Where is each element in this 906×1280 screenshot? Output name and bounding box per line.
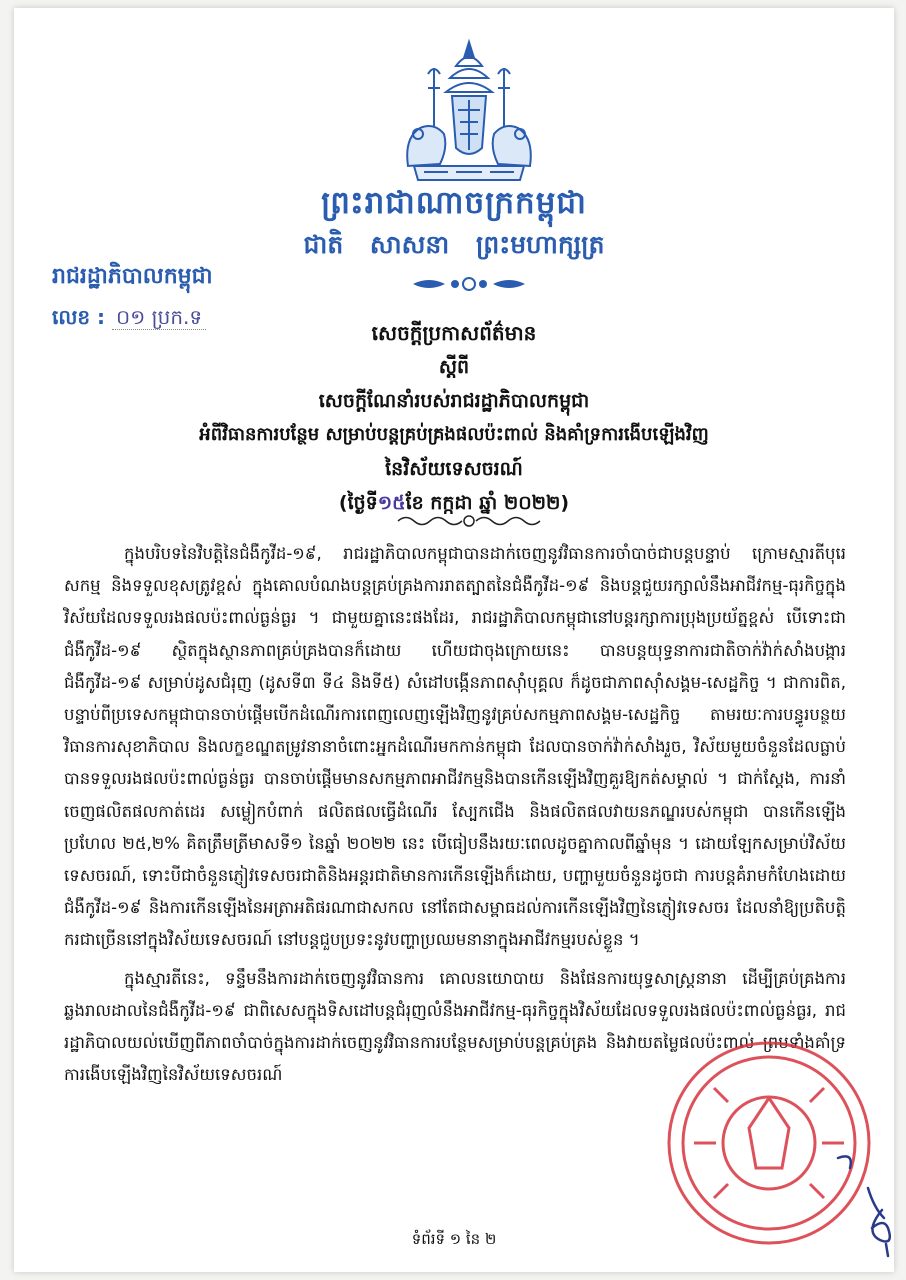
title-line-1: សេចក្ដីប្រកាសព័ត៌មាន <box>371 321 537 345</box>
ornament-divider-icon <box>409 274 529 294</box>
title-line-4: អំពីវិធានការបន្ថែម សម្រាប់បន្តគ្រប់គ្រងផលប៉ះពាល់ និងគាំទ្រការងើបឡើងវិញ <box>199 424 709 445</box>
body-paragraph-1: ក្នុងបរិបទនៃវិបត្តិនៃជំងឺកូវីដ-១៩, រាជរដ្ឋាភិបាលកម្ពុជាបានដាក់ចេញនូវវិធានការចាំបាច់ជាបន្តបន្ទាប់ ក្រោមស្មារតីបុរេសកម្ម និងទទួលខុសត្រូវខ្ពស់ ក្នុងគោលបំណងបន្តគ្រប់គ្រងការរាតត្បាតនៃជំងឺកូវីដ-១៩ និងបន្តជួយរក្សាលំនឹងអាជីវកម្ម-ធុរកិច្ចក្នុងវិស័យដែលទទួលរងផលប៉ះពាល់ធ្ងន់ធ្ងរ ។ ជាមួយគ្នានេះផងដែរ, រាជរដ្ឋាភិបាលកម្ពុជានៅបន្តរក្សាការប្រុងប្រយ័ត្នខ្ពស់ បើទោះជាជំងឺកូវីដ-១៩ ស្ថិតក្នុងស្ថានភាពគ្រប់គ្រងបានក៏ដោយ ហើយជាចុងក្រោយនេះ បានបន្តយុទ្ធនាការជាតិចាក់វ៉ាក់សាំងបង្ការជំងឺកូវីដ-១៩ សម្រាប់ដូសជំរុញ (ដូសទី៣ ទី៤ និងទី៥) សំដៅបង្កើនភាពស៊ាំបុគ្គល ក៏ដូចជាភាពស៊ាំសង្គម-សេដ្ឋកិច្ច ។ ជាការពិត, បន្ទាប់ពីប្រទេសកម្ពុជាបានចាប់ផ្ដើមបើកដំណើរការពេញលេញឡើងវិញនូវគ្រប់សកម្មភាពសង្គម-សេដ្ឋកិច្ច តាមរយៈការបន្ធូរបន្ថយវិធានការសុខាភិបាល និងលក្ខខណ្ឌតម្រូវនានាចំពោះអ្នកដំណើរមកកាន់កម្ពុជា ដែលបានចាក់វ៉ាក់សាំងរួច, វិស័យមួយចំនួនដែលធ្លាប់បានទទួលរងផលប៉ះពាល់ធ្ងន់ធ្ងរ បានចាប់ផ្ដើមមានសកម្មភាពអាជីវកម្មនិងបានកើនឡើងវិញគួរឱ្យកត់សម្គាល់ ។ ជាក់ស្ដែង, ការនាំចេញផលិតផលកាត់ដេរ សម្លៀកបំពាក់ ផលិតផលធ្វើដំណើរ ស្បែកជើង និងផលិតផលវាយនភណ្ឌរបស់កម្ពុជា បានកើនឡើងប្រហែល ២៥,២% គិតត្រឹមត្រីមាសទី១ នៃឆ្នាំ ២០២២ នេះ បើធៀបនឹងរយៈពេលដូចគ្នាកាលពីឆ្នាំមុន ។ ដោយឡែកសម្រាប់វិស័យទេសចរណ៍, ទោះបីជាចំនួនភ្ញៀវទេសចរជាតិនិងអន្តរជាតិមានការកើនឡើងក៏ដោយ, បញ្ហាមួយចំនួនដូចជា ការបន្តគំរាមកំហែងដោយជំងឺកូវីដ-១៩ និងការកើនឡើងនៃអត្រាអតិផរណាជាសកល នៅតែជាសម្ពាធដល់ការកើនឡើងវិញនៃភ្ញៀវទេសចរ ដែលនាំឱ្យប្រតិបត្តិករជាច្រើននៅក្នុងវិស័យទេសចរណ៍ នៅបន្តជួបប្រទះនូវបញ្ហាប្រឈមនានាក្នុងអាជីវកម្មរបស់ខ្លួន ។ <box>64 544 846 950</box>
reference-label: លេខ : <box>52 305 106 329</box>
page-number: ទំព័រទី ១ នៃ ២ <box>411 1230 497 1248</box>
document-title <box>74 316 834 520</box>
document-page <box>14 8 894 1272</box>
issuing-authority: រាជរដ្ឋាភិបាលកម្ពុជា <box>52 264 213 289</box>
title-line-5: នៃវិស័យទេសចរណ៍ <box>385 458 523 480</box>
date-day: ១៥ <box>377 492 406 514</box>
body-paragraph-2: ក្នុងស្មារតីនេះ, ទន្ទឹមនឹងការដាក់ចេញនូវវិធានការ គោលនយោបាយ និងផែនការយុទ្ធសាស្ត្រនានា ដើម្បីគ្រប់គ្រងការឆ្លងរាលដាលនៃជំងឺកូវីដ-១៩ ជាពិសេសក្នុងទិសដៅបន្តជំរុញលំនឹងអាជីវកម្ម-ធុរកិច្ចក្នុងវិស័យដែលទទួលរងផលប៉ះពាល់ធ្ងន់ធ្ងរ, រាជរដ្ឋាភិបាលយល់ឃើញពីភាពចាំបាច់ក្នុងការដាក់ចេញនូវវិធានការបន្ថែមសម្រាប់បន្តគ្រប់គ្រង និងវាយតម្លៃផលប៉ះពាល់ ព្រមទាំងគាំទ្រការងើបឡើងវិញនៃវិស័យទេសចរណ៍ <box>64 968 846 1085</box>
title-line-2: ស្ដីពី <box>438 356 470 378</box>
body-content <box>64 538 846 1091</box>
date-suffix: ខែ កក្កដា ឆ្នាំ ២០២២) <box>405 492 570 514</box>
reference-value: ០១ ប្រក.ទ <box>112 305 206 330</box>
section-ornament-icon <box>394 512 544 530</box>
kingdom-heading: ព្រះរាជាណាចក្រកម្ពុជា <box>321 185 587 221</box>
date-prefix: (ថ្ងៃទី <box>338 492 378 514</box>
title-line-3: សេចក្ដីណែនាំរបស់រាជរដ្ឋាភិបាលកម្ពុជា <box>318 390 590 412</box>
national-motto: ជាតិ សាសនា ព្រះមហាក្សត្រ <box>303 230 605 259</box>
royal-coat-of-arms-icon <box>394 38 544 188</box>
